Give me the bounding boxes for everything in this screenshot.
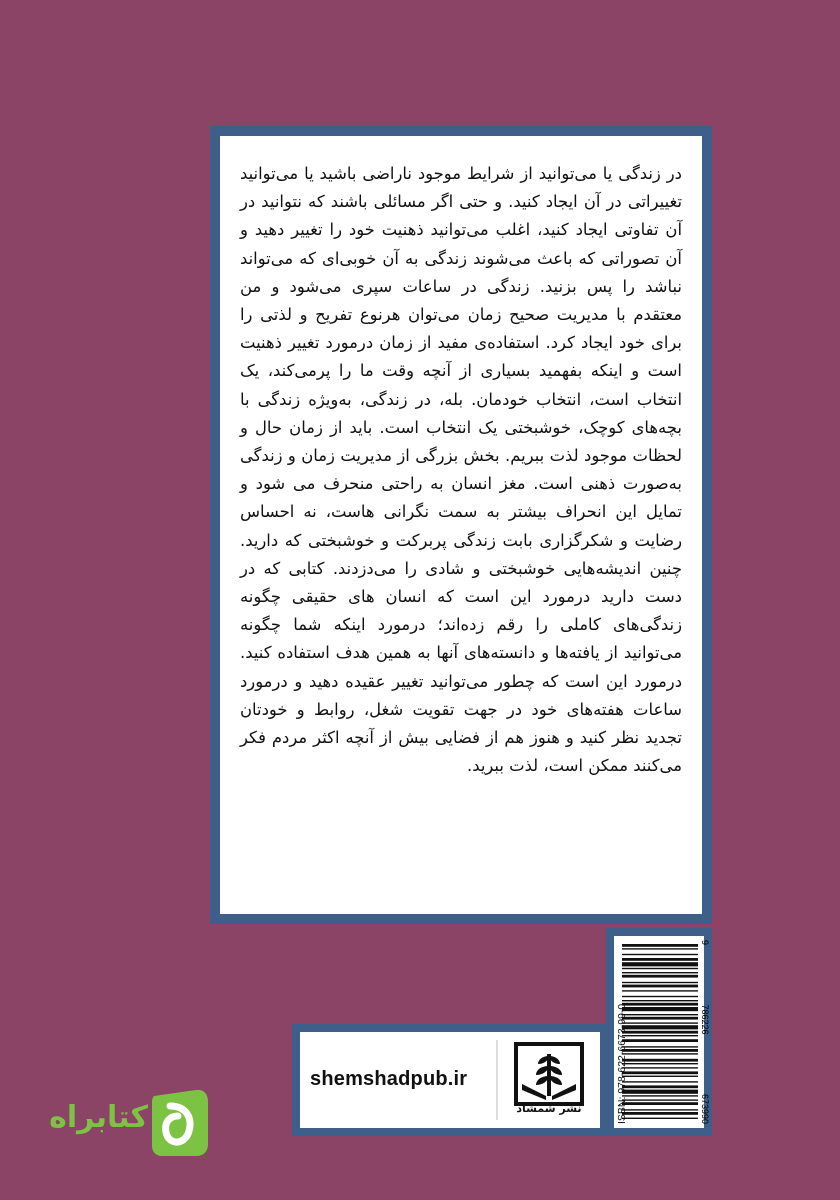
book-leaf-icon [148, 1088, 210, 1158]
barcode-digits-right: 673990 [700, 1093, 710, 1124]
blurb-panel [210, 126, 712, 924]
barcode-digits-left: 9 [700, 940, 710, 946]
store-brand-name: کتابراه [49, 1100, 148, 1135]
isbn-number: ISBN: 978-622-6673-99-0 [616, 1003, 628, 1124]
barcode-icon [622, 942, 698, 1122]
publisher-logo-text: نشر شمشاد [516, 1102, 582, 1115]
publisher-box [292, 1024, 608, 1136]
publisher-website: shemshadpub.ir [310, 1068, 468, 1090]
divider [496, 1040, 498, 1120]
barcode-digits-middle: 786226 [700, 1004, 710, 1035]
blurb-text: در زندگی یا می‌توانید از شرایط موجود ناراضی باشید یا می‌توانید تغییراتی در آن ایجاد کنید. و حتی اگر مسائلی باشند که نتوانید در آن تفاوتی ایجاد کنید، اغلب می‌توانید ذهنیت خود را تغییر دهید و آن تصوراتی که باعث می‌شوند زندگی به آن خوبی‌ای که می‌تواند نباشد را پس بزنید. زندگی در ساعات سپری می‌شود و من معتقدم با مدیریت صحیح زمان می‌توان هرنوع تفریح و لذتی را برای خود ایجاد کرد. استفاده‌ی مفید از زمان درمورد تغییر ذهنیت است و اینکه بفهمید بسیاری از آنچه وقت ما را پرمی‌کند، یک انتخاب است، انتخاب خودمان. بله، در زندگی، به‌ویژه زندگی با بچه‌های کوچک، خوشبختی یک انتخاب است. باید از زمان حال و لحظات موجود لذت ببریم. بخش بزرگی از مدیریت زمان و زندگی به‌صورت ذهنی است. مغز انسان به راحتی منحرف می شود و تمایل این انحراف بیشتر به سمت نگرانی هاست، نه احساس رضایت و شکرگزاری بابت زندگی پربرکت و خوشبختی که دارید. چنین اندیشه‌هایی خوشبختی و شادی را می‌دزدند. کتابی که در دست دارید درمورد این است که انسان های حقیقی چگونه زندگی‌های کاملی را رقم زده‌اند؛ درمورد اینکه شما چگونه می‌توانید از یافته‌ها و دانسته‌های آنها به همین هدف استفاده کنید. درمورد این است که چطور می‌توانید تغییر عقیده دهید و درمورد ساعات هفته‌های خود در جهت تقویت شغل، روابط و خودتان تجدید نظر کنید و هنوز هم از فضایی بیش از آنچه اکثر مردم فکر می‌کنند ممکن است، لذت ببرید. [240, 164, 682, 776]
isbn-barcode-box [606, 928, 712, 1136]
